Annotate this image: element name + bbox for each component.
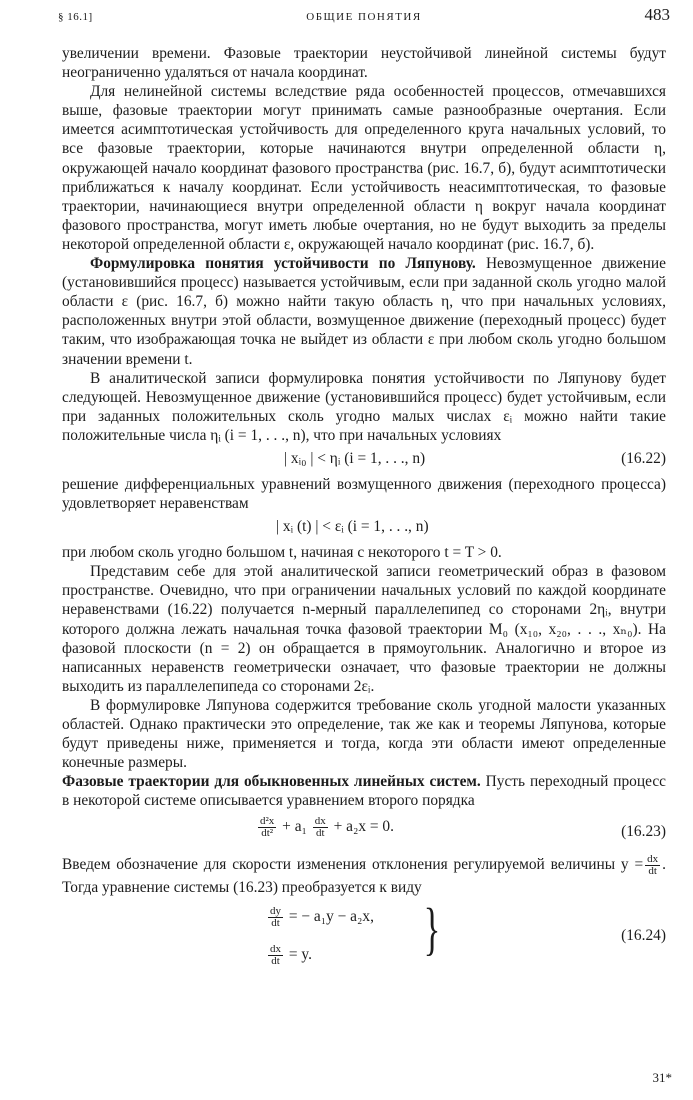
section-reference: § 16.1] [58, 11, 93, 23]
fraction: $\frac{dx}{dt}$ [647, 853, 659, 878]
equation-16-22 [62, 445, 666, 475]
equation-expression: | xᵢ₀ | < ηᵢ (i = 1, . . ., n) [284, 449, 426, 467]
fraction: $\frac{dx}{dt}$ [270, 943, 281, 968]
paragraph: В формулировке Ляпунова содержится требование сколь угодной малости указанных областей. Однако практически это определение, так же как и теоремы Ляпунова, которые будут приведены ниже, применяется и тогда, когда эти области имеют определенные конечные размеры. [62, 696, 666, 772]
equation-inequality [62, 513, 666, 543]
equation-number: (16.22) [621, 449, 666, 467]
equation-line: $\frac{dy}{dt}$ = − a₁y − a₂x, [270, 905, 374, 930]
paragraph-heading: Фазовые траектории для обыкновенных линейных систем. [62, 773, 481, 791]
paragraph-text: Пусть переходный процесс в некоторой системе описывается уравнением второго порядка [62, 773, 666, 810]
running-header [58, 5, 670, 28]
equation-16-24 [62, 898, 666, 982]
equation-number: (16.23) [621, 823, 666, 841]
fraction: $\frac{dx}{dt}$ [314, 815, 326, 840]
right-brace: } [423, 896, 441, 962]
paragraph: Представим себе для этой аналитической записи геометрический образ в фазовом пространстве. Очевидно, что при ограничении начальных условий по каждой координате неравенствами (16.22) получается n-мерный параллелепипед со сторонами 2ηᵢ, внутри которого должна лежать начальная точка фазовой траектории M₀ (x₁₀, x₂₀, . . ., xₙ₀). На фазовой плоскости (n = 2) он обращается в прямоугольник. Аналогично и второе из написанных неравенств геометрически означает, что фазовые траектории не должны выходить из параллелепипеда со сторонами 2εᵢ. [62, 563, 666, 695]
signature-mark: 31* [652, 1070, 672, 1085]
paragraph: решение дифференциальных уравнений возмущенного движения (переходного процесса) удовлетворяет неравенствам [62, 475, 666, 513]
running-title: ОБЩИЕ ПОНЯТИЯ [306, 11, 422, 23]
fraction: $\frac{dy}{dt}$ [270, 905, 281, 930]
equation-expression: $\frac{\text{d²x}}{\text{dt²}}$ + a₁ $\frac{dx}{dt}$ + a₂x = 0. [260, 815, 394, 840]
paragraph: В аналитической записи формулировка понятия устойчивости по Ляпунову будет следующей. Невозмущенное движение (установившийся процесс) будет устойчивым, если при заданных положительных сколь угодно малых числах εᵢ можно найти такие положительные числа ηᵢ (i = 1, . . ., n), что при начальных условиях [62, 369, 666, 444]
equation-expression: | xᵢ (t) | < εᵢ (i = 1, . . ., n) [276, 518, 429, 536]
equation-line: $\frac{dx}{dt}$ = y. [270, 943, 312, 968]
paragraph: Для нелинейной системы вследствие ряда особенностей процессов, отмечавшихся выше, фазовые траектории могут принимать самые разнообразные очертания. Если имеется асимптотическая устойчивость для определенного круга начальных условий, то все фазовые траектории, которые начинаются внутри определенной области η, окружающей начало координат фазового пространства (рис. 16.7, б), будут асимптотически приближаться к началу координат. Если устойчивость неасимптотическая, то фазовые траектории, начинающиеся внутри определенной области η вокруг начала координат фазового пространства, могут иметь любые очертания, но не будут выходить за пределы некоторой определенной области ε, окружающей начало координат (рис. 16.7, б). [62, 83, 666, 253]
paragraph-text: Невозмущенное движение (установившийся процесс) называется устойчивым, если при заданной сколь угодно малой области ε (рис. 16.7, б) можно найти такую область η, что при начальных условиях, расположенных внутри этой области, возмущенное движение (переходный процесс) будет таким, что изображающая точка не выйдет из области ε при любом сколь угодно большом значении времени t. [62, 255, 666, 368]
equation-16-23 [62, 810, 666, 852]
paragraph: при любом сколь угодно большом t, начиная с некоторого t = T > 0. [62, 544, 502, 562]
page-body [62, 44, 666, 982]
equation-number: (16.24) [621, 927, 666, 945]
paragraph: Введем обозначение для скорости изменения отклонения регулируемой величины y = $\frac{dx}{dt}$ . Тогда уравнение системы (16.23) преобразуется к виду [62, 853, 666, 897]
paragraph [62, 772, 666, 810]
fraction: $\frac{\text{d²x}}{\text{dt²}}$ [260, 815, 275, 840]
paragraph [62, 254, 666, 369]
page-number: 483 [644, 5, 670, 24]
paragraph-heading: Формулировка понятия устойчивости по Ляпунову. [90, 255, 476, 273]
paragraph: увеличении времени. Фазовые траектории неустойчивой линейной системы будут неограниченно удаляться от начала координат. [62, 45, 666, 82]
